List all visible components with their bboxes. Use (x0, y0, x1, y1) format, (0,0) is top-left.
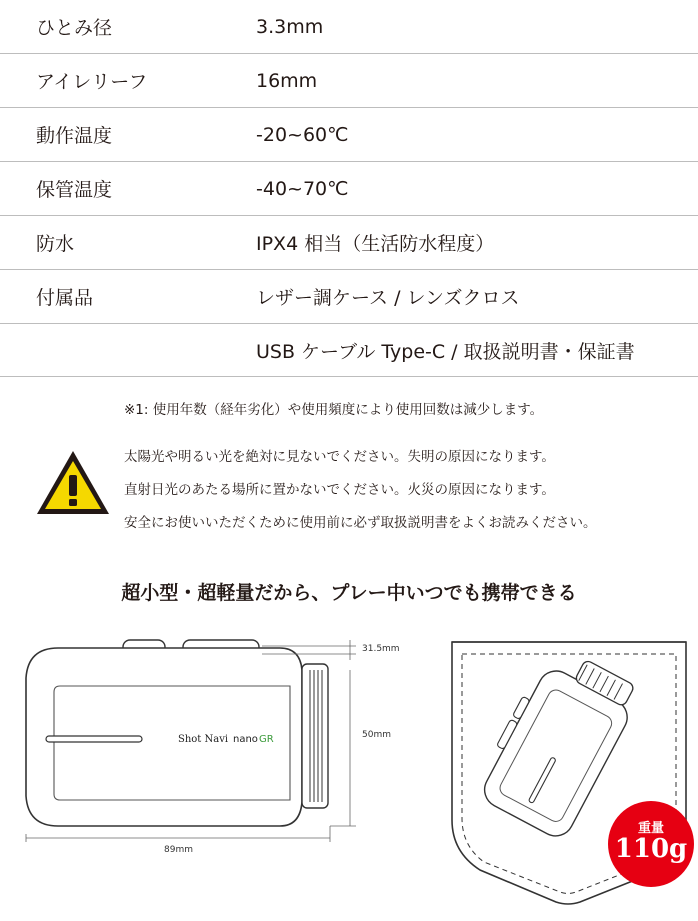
spec-value: -40~70℃ (256, 177, 349, 200)
weight-badge (608, 801, 694, 887)
spec-label: 保管温度 (36, 179, 113, 201)
spec-row-eye-relief (0, 54, 698, 108)
footnote: ※1: 使用年数（経年劣化）や使用頻度により使用回数は減少します。 (124, 402, 544, 418)
feature-headline: 超小型・超軽量だから、プレー中いつでも携帯できる (121, 582, 577, 604)
spec-row-storage-temp (0, 162, 698, 216)
spec-row-accessories (0, 270, 698, 324)
weight-label: 重量 (637, 821, 664, 836)
warning-line: 太陽光や明るい光を絶対に見ないでください。失明の原因になります。 (124, 449, 555, 465)
spec-row-waterproof (0, 216, 698, 270)
spec-value: IPX4 相当（生活防水程度） (256, 233, 495, 255)
spec-value: USB ケーブル Type-C / 取扱説明書・保証書 (256, 340, 635, 363)
spec-table (0, 0, 698, 377)
spec-label: 動作温度 (36, 125, 113, 147)
dim-height-label: 31.5mm (362, 644, 400, 654)
dim-depth-label: 50mm (362, 730, 391, 740)
device-dimension-drawing (0, 630, 430, 870)
spec-value: 16mm (256, 69, 318, 92)
spec-row-pupil (0, 0, 698, 54)
device-model-text: nano (233, 734, 258, 745)
spec-label: アイレリーフ (36, 71, 148, 93)
warning-line: 安全にお使いいただくために使用前に必ず取扱説明書をよくお読みください。 (124, 515, 597, 531)
spec-row-operating-temp (0, 108, 698, 162)
spec-label: 付属品 (36, 287, 94, 309)
warning-triangle-icon (34, 448, 112, 518)
spec-row-accessories-cont (0, 324, 698, 377)
spec-value: レザー調ケース / レンズクロス (256, 287, 520, 309)
device-brand-text: Shot Navi (178, 734, 229, 745)
warning-line: 直射日光のあたる場所に置かないでください。火災の原因になります。 (124, 482, 555, 498)
spec-label: 防水 (36, 233, 75, 255)
spec-value: -20~60℃ (256, 123, 349, 146)
spec-label: ひとみ径 (36, 17, 113, 39)
spec-value: 3.3mm (256, 15, 324, 38)
weight-value: 110g (614, 834, 688, 864)
device-suffix-text: GR (259, 734, 274, 745)
dim-width-label: 89mm (164, 845, 193, 855)
